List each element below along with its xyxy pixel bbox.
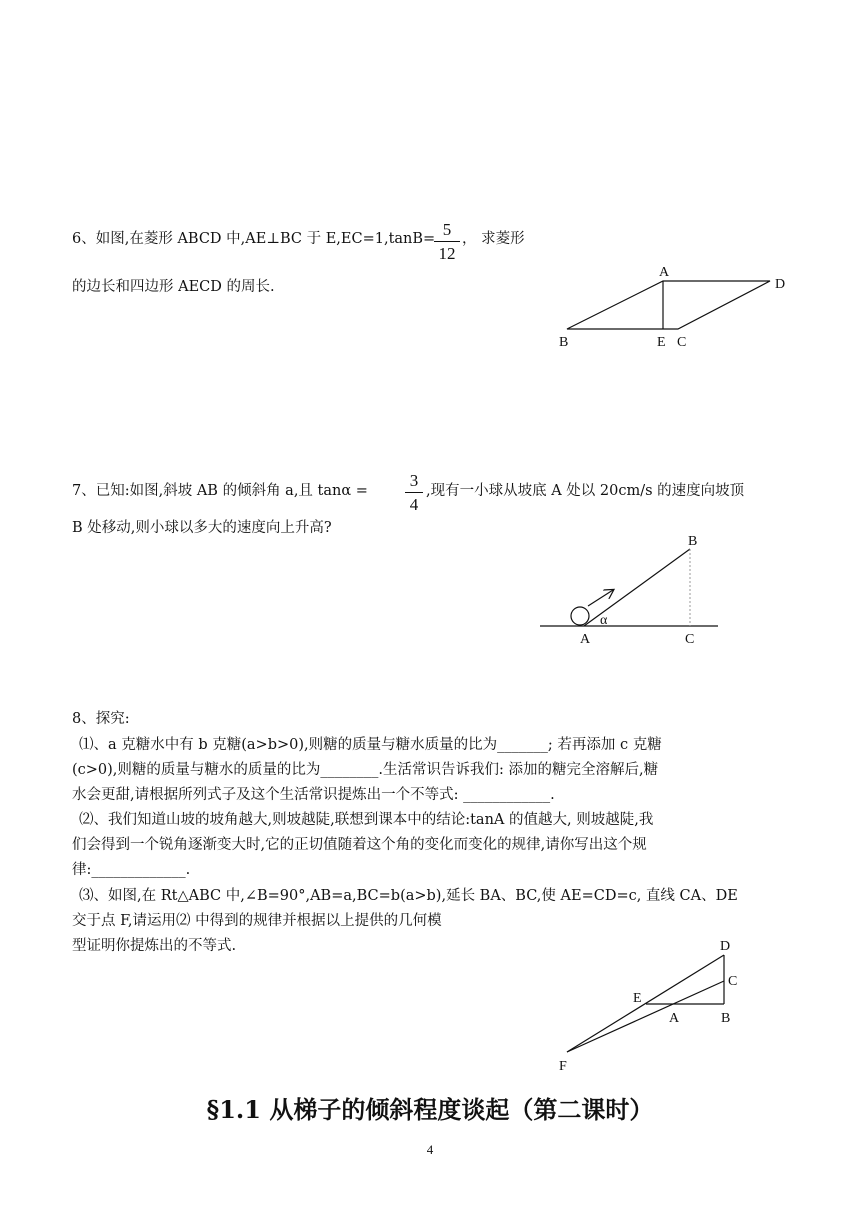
q7-fraction-numerator: 3 (409, 471, 419, 490)
label-f: F (559, 1059, 567, 1074)
q8-line-1: ⑴、a 克糖水中有 b 克糖(a>b>0),则糖的质量与糖水质量的比为_______; 若再添加 c 克糖 (79, 737, 662, 753)
q6-text-line2: 的边长和四边形 AECD 的周长. (72, 279, 275, 295)
q8-line-2: (c>0),则糖的质量与糖水的质量的比为________.生活常识告诉我们: 添加的糖完全溶解后,糖 (72, 762, 659, 778)
label-c: C (685, 632, 695, 647)
label-e: E (657, 335, 666, 350)
label-c: C (728, 974, 738, 989)
section-heading: §1.1 从梯子的倾斜程度谈起（第二课时） (206, 1095, 654, 1124)
label-a: A (659, 265, 670, 280)
q6-fraction-denominator: 12 (438, 244, 456, 263)
ball (571, 607, 589, 625)
q6-text-line1-suffix: ， 求菱形 (462, 231, 525, 247)
q7-text-line1: 7、已知:如图,斜坡 AB 的倾斜角 a,且 tanα = (72, 483, 368, 499)
q6-rhombus-figure (550, 260, 800, 360)
label-b: B (559, 335, 569, 350)
q6-fraction-numerator: 5 (442, 220, 452, 239)
label-d: D (775, 277, 786, 292)
label-c: C (677, 335, 687, 350)
q6-text-line1: 6、如图,在菱形 ABCD 中,AE⊥BC 于 E,EC=1,tanB= (72, 231, 436, 247)
motion-arrow (588, 590, 613, 606)
q7-fraction (405, 472, 423, 513)
label-a: A (580, 632, 591, 647)
label-b: B (688, 534, 698, 549)
q8-line-8: 交于点 F,请运用⑵ 中得到的规律并根据以上提供的几何模 (72, 913, 442, 929)
q8-line-3: 水会更甜,请根据所列式子及这个生活常识提炼出一个不等式: ____________. (72, 787, 555, 803)
q7-fraction-denominator: 4 (409, 495, 419, 514)
q6-fraction (434, 221, 460, 262)
q7-fraction-bar (405, 492, 423, 493)
q8-line-6: 律:_____________. (72, 862, 191, 878)
q8-line-5: 们会得到一个锐角逐渐变大时,它的正切值随着这个角的变化而变化的规律,请你写出这个规 (72, 837, 647, 853)
q8-line-4: ⑵、我们知道山坡的坡角越大,则坡越陡,联想到课本中的结论:tanA 的值越大, 则坡越陡,我 (79, 812, 654, 828)
page-number: 4 (426, 1142, 434, 1157)
label-d: D (720, 939, 731, 954)
label-b: B (721, 1011, 731, 1026)
q7-text-line1-suffix: ,现有一小球从坡底 A 处以 20cm/s 的速度向坡顶 (426, 483, 745, 499)
label-alpha: α (600, 613, 608, 628)
rhombus-abcd (567, 281, 770, 329)
q8-line-7: ⑶、如图,在 Rt△ABC 中,∠B=90°,AB=a,BC=b(a>b),延长 BA、BC,使 AE=CD=c, 直线 CA、DE (79, 888, 738, 904)
q7-text-line2: B 处移动,则小球以多大的速度向上升高? (72, 520, 332, 536)
q6-fraction-bar (434, 241, 460, 242)
q7-slope-figure (535, 530, 725, 650)
q8-line-9: 型证明你提炼出的不等式. (72, 938, 237, 954)
line-fc (567, 981, 724, 1052)
label-e: E (633, 991, 642, 1006)
q8-title: 8、探究: (72, 711, 130, 727)
q8-triangle-figure (552, 935, 747, 1075)
label-a: A (669, 1011, 680, 1026)
